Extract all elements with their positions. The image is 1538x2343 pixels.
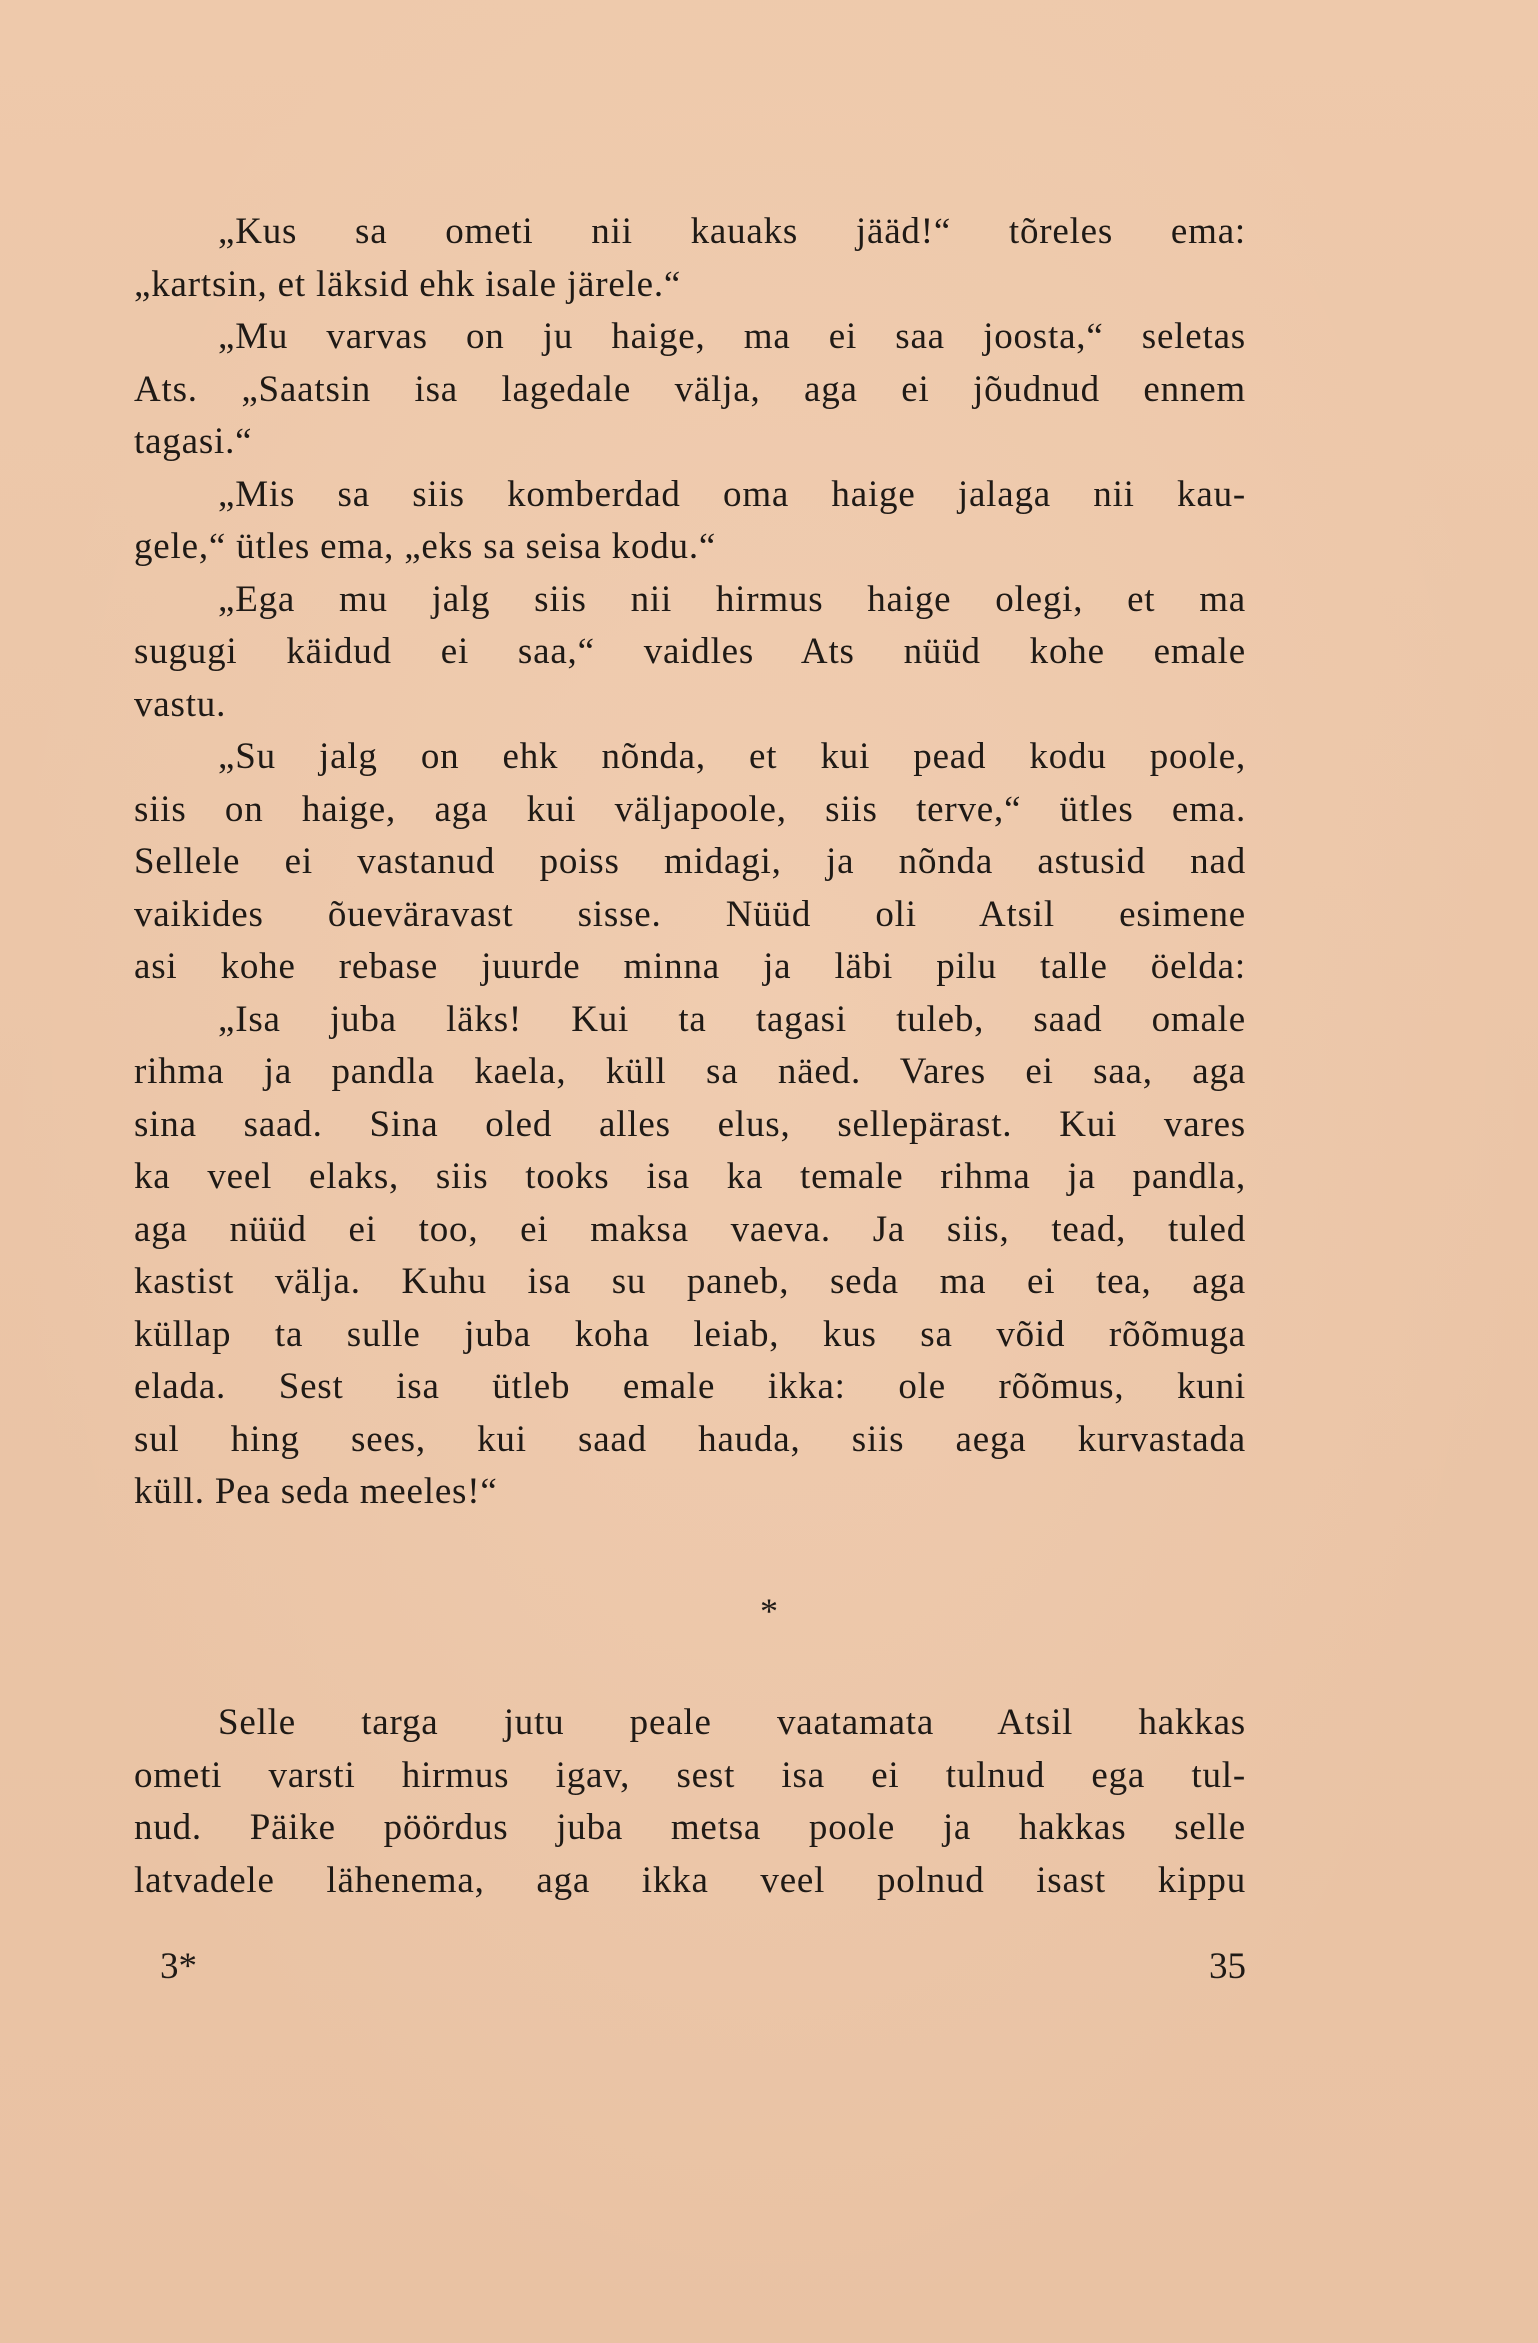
text-line: küllap ta sulle juba koha leiab, kus sa võid rõõmuga — [134, 1313, 1246, 1355]
text-line: siis on haige, aga kui väljapoole, siis terve,“ ütles ema. — [134, 788, 1246, 830]
text-line: „Mu varvas on ju haige, ma ei saa joosta,“ seletas — [218, 316, 1246, 357]
text-line: „Mis sa siis komberdad oma haige jalaga nii kau- — [218, 473, 1246, 515]
signature-mark: 3* — [160, 1946, 197, 1987]
text-line: „Ega mu jalg siis nii hirmus haige olegi, et ma — [218, 578, 1246, 620]
page-footer — [134, 1943, 1246, 1991]
section-separator: * — [760, 1591, 778, 1631]
text-line: latvadele lähenema, aga ikka veel polnud isast kippu — [134, 1859, 1246, 1901]
text-line: „kartsin, et läksid ehk isale järele.“ — [134, 263, 682, 305]
text-line: „Su jalg on ehk nõnda, et kui pead kodu poole, — [218, 736, 1246, 777]
text-line: asi kohe rebase juurde minna ja läbi pilu talle öelda: — [134, 946, 1246, 987]
text-line: Selle targa jutu peale vaatamata Atsil hakkas — [218, 1702, 1246, 1743]
page-number: 35 — [1209, 1946, 1246, 1987]
text-line: vastu. — [134, 683, 227, 725]
text-line: nud. Päike pöördus juba metsa poole ja hakkas selle — [134, 1807, 1246, 1848]
text-line: ometi varsti hirmus igav, sest isa ei tulnud ega tul- — [134, 1754, 1246, 1796]
text-line: Sellele ei vastanud poiss midagi, ja nõnda astusid nad — [134, 841, 1246, 882]
second-text-block — [134, 1697, 1246, 1907]
text-line: kastist välja. Kuhu isa su paneb, seda ma ei tea, aga — [134, 1261, 1246, 1302]
text-line: gele,“ ütles ema, „eks sa seisa kodu.“ — [134, 526, 717, 567]
text-line: sina saad. Sina oled alles elus, sellepärast. Kui vares — [134, 1103, 1246, 1145]
text-line: ka veel elaks, siis tooks isa ka temale rihma ja pandla, — [134, 1156, 1246, 1197]
text-line: Ats. „Saatsin isa lagedale välja, aga ei jõudnud ennem — [134, 368, 1246, 410]
text-line: tagasi.“ — [134, 421, 253, 462]
text-line: vaikides õueväravast sisse. Nüüd oli Atsil esimene — [134, 893, 1246, 935]
main-text-block — [134, 206, 1246, 1519]
text-line: „Kus sa ometi nii kauaks jääd!“ tõreles ema: — [218, 211, 1246, 252]
text-line: „Isa juba läks! Kui ta tagasi tuleb, saad omale — [218, 998, 1246, 1040]
text-line: elada. Sest isa ütleb emale ikka: ole rõõmus, kuni — [134, 1366, 1246, 1407]
text-line: rihma ja pandla kaela, küll sa näed. Vares ei saa, aga — [134, 1051, 1246, 1092]
text-line: küll. Pea seda meeles!“ — [134, 1471, 498, 1512]
text-line: sul hing sees, kui saad hauda, siis aega kurvastada — [134, 1418, 1246, 1460]
text-line: sugugi käidud ei saa,“ vaidles Ats nüüd kohe emale — [134, 631, 1246, 672]
text-line: aga nüüd ei too, ei maksa vaeva. Ja siis, tead, tuled — [134, 1208, 1246, 1250]
